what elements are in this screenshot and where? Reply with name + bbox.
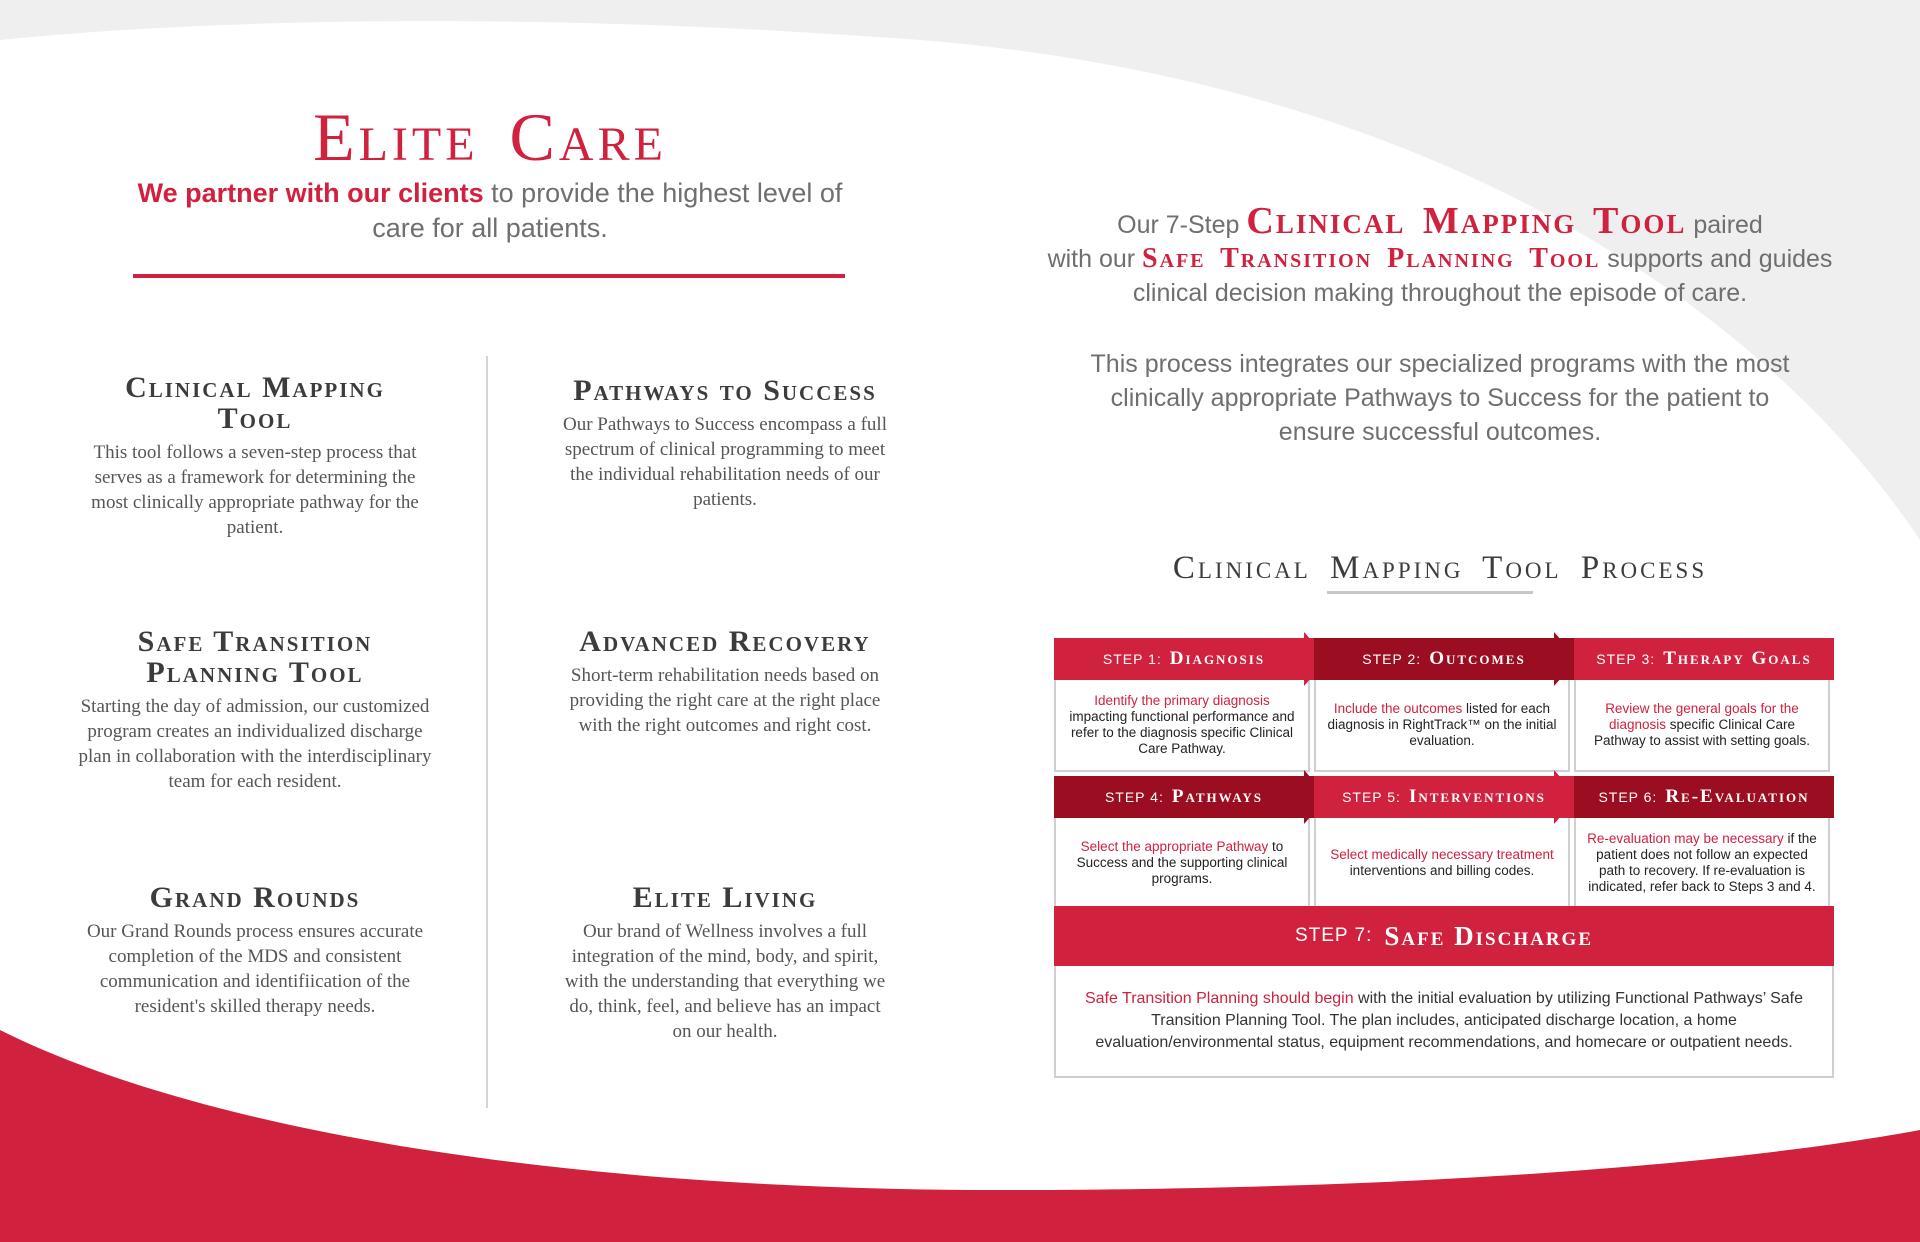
step-name: Pathways: [1171, 786, 1264, 807]
feature-title: Advanced Recovery: [579, 625, 871, 658]
step-number: STEP 7:: [1294, 925, 1373, 946]
subtitle-highlight: We partner with our clients: [137, 178, 484, 208]
step-name: Re-Evaluation: [1665, 786, 1810, 807]
feature-body: Our Grand Rounds process ensures accurate completion of the MDS and consistent communication and identifiication of the resident's skilled therapy needs.: [86, 921, 424, 1017]
step-text: listed for each diagnosis in RightTrack™ on the initial evaluation.: [1327, 701, 1557, 748]
step-text: specific Clinical Care Pathway to assist with setting goals.: [1593, 717, 1811, 748]
step-highlight: Select medically necessary treatment: [1330, 847, 1554, 862]
step-description: [1054, 818, 1310, 910]
intro-text: clinical decision making throughout the episode of care.: [1132, 279, 1748, 307]
feature-title: Elite Living: [632, 881, 818, 914]
step-description: [1574, 818, 1830, 910]
step-highlight: Safe Transition Planning should begin: [1084, 990, 1354, 1007]
step-name: Interventions: [1408, 786, 1546, 807]
intro-paragraph-2: This process integrates our specialized programs with the most clinically appropriate Pathways to Success for the patient to ensure successful outcomes.: [1090, 350, 1790, 446]
step-text: interventions and billing codes.: [1349, 863, 1535, 878]
feature-body: Starting the day of admission, our customized program creates an individualized discharge plan in collaboration with the interdisciplinary team for each resident.: [78, 696, 432, 792]
step-number: STEP 3:: [1596, 651, 1656, 667]
step-highlight: Select the appropriate Pathway: [1080, 839, 1269, 854]
intro-text: with our: [1047, 245, 1143, 273]
feature-advanced-recovery: [558, 626, 892, 738]
step-header: [1054, 906, 1834, 966]
step-name: Diagnosis: [1169, 648, 1266, 669]
step-text: if the patient does not follow an expected path to recovery. If re-evaluation is indicated, refer back to Steps 3 and 4.: [1588, 831, 1817, 894]
step-name: Therapy Goals: [1663, 648, 1812, 669]
step-header: [1314, 638, 1574, 680]
step-number: STEP 5:: [1342, 789, 1401, 805]
step-text: with the initial evaluation by utilizing Functional Pathways’ Safe Transition Planning Tool. The plan includes, anticipated discharge location, a home evaluation/environmental status, equipment recommendations, and homecare or outpatient needs.: [1095, 990, 1804, 1051]
intro-text: Our 7-Step: [1117, 211, 1247, 239]
feature-body: This tool follows a seven-step process that serves as a framework for determining the most clinically appropriate pathway for the patient.: [91, 442, 419, 538]
step-number: STEP 1:: [1102, 651, 1162, 667]
step-description: [1054, 680, 1310, 772]
step-description: [1314, 680, 1570, 772]
step-highlight: Identify the primary diagnosis: [1094, 693, 1270, 708]
step-highlight: Re-evaluation may be necessary: [1587, 831, 1784, 846]
column-divider: [486, 356, 488, 1108]
feature-body: Our Pathways to Success encompass a full spectrum of clinical programming to meet the individual rehabilitation needs of our patients.: [563, 414, 887, 510]
feature-clinical-mapping-tool: [85, 372, 425, 540]
step-highlight: Review the general goals for the diagnosis: [1605, 701, 1799, 732]
step-header: [1054, 776, 1314, 818]
feature-title: Pathways to Success: [573, 374, 877, 407]
feature-grand-rounds: [85, 882, 425, 1019]
step-header: [1574, 638, 1834, 680]
step-description: [1054, 966, 1834, 1078]
process-title: Clinical Mapping Tool Process: [1172, 550, 1708, 586]
step-description: [1314, 818, 1570, 910]
title-divider: [133, 274, 845, 278]
feature-safe-transition-planning-tool: [75, 626, 435, 794]
feature-title: Clinical Mapping Tool: [125, 371, 385, 435]
step-name: Safe Discharge: [1384, 920, 1594, 951]
step-number: STEP 6:: [1598, 789, 1658, 805]
step-number: STEP 2:: [1362, 651, 1422, 667]
intro-paragraph-1: [1020, 200, 1860, 310]
feature-title: Safe Transition Planning Tool: [137, 625, 373, 689]
step-header: [1314, 776, 1574, 818]
feature-title: Grand Rounds: [149, 881, 361, 914]
intro-safe-transition-planning-tool: Safe Transition Planning Tool: [1142, 243, 1601, 274]
step-number: STEP 4:: [1104, 789, 1164, 805]
step-description: [1574, 680, 1830, 772]
step-header: [1054, 638, 1314, 680]
process-title-underline: [1327, 591, 1533, 594]
feature-body: Our brand of Wellness involves a full integration of the mind, body, and spirit, with the understanding that everything we do, think, feel, and believe has an impact on our health.: [564, 921, 886, 1042]
feature-pathways-to-success: [558, 375, 892, 512]
subtitle-rest: to provide the highest level of care for all patients.: [372, 178, 843, 243]
intro-clinical-mapping-tool: Clinical Mapping Tool: [1246, 200, 1687, 242]
step-name: Outcomes: [1429, 648, 1526, 669]
step-text: impacting functional performance and refer to the diagnosis specific Clinical Care Pathway.: [1069, 709, 1295, 756]
feature-body: Short-term rehabilitation needs based on providing the right care at the right place with the right outcomes and right cost.: [569, 665, 881, 736]
step-header: [1574, 776, 1834, 818]
step-highlight: Include the outcomes: [1333, 701, 1463, 716]
intro-text: supports and guides: [1600, 245, 1833, 273]
intro-text: paired: [1686, 211, 1763, 239]
page-subtitle: [120, 176, 860, 246]
step-text: to Success and the supporting clinical programs.: [1076, 839, 1288, 886]
feature-elite-living: [558, 882, 892, 1044]
page-title: Elite Care: [313, 99, 667, 175]
